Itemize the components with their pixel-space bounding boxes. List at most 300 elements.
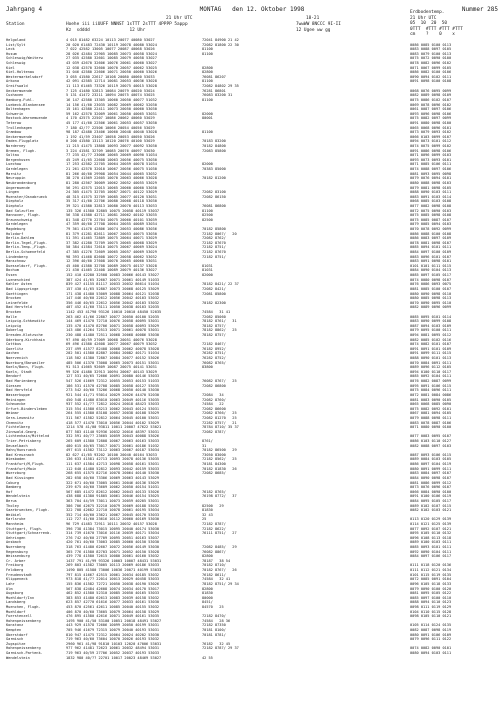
soil-temperatures: 0085 0095 0101 0114 (410, 314, 452, 319)
station-name: Stuttgart/Schnarrenb. (6, 531, 52, 536)
obs-group-b: 70181 8100/ (202, 628, 226, 632)
obs-group-a: 21 261 42570 32010 10067 20056 40075 51030 (66, 167, 157, 172)
station-name: Zinnwald-Georg. (6, 429, 39, 434)
obs-group-a: 276 742 40/60 27709 10095 20051 40163 53037 (66, 535, 160, 540)
obs-group-b: 81031 (202, 268, 213, 273)
soil-temperatures: 0094 0081 0095 0112 (410, 333, 452, 337)
soil-temperatures: 0070 0078 0092 0099 (410, 226, 452, 231)
station-name: Karlsruhe (6, 517, 26, 522)
soil-temperatures: 0077 0082 0098 0108 (410, 203, 452, 208)
station-name: Schmuecke (6, 402, 26, 407)
station-name: Kempten (6, 628, 22, 632)
station-name: Bad Kreuznach (6, 452, 35, 457)
obs-group-a: 623 857 42770 61616 10077 20033 40161 53030 (66, 600, 160, 605)
obs-group-a: 48 315 41575 32709 10085 20077 40120 53031 (66, 194, 157, 199)
date-line (200, 6, 305, 14)
obs-group-b: 70181 8781/ (202, 632, 226, 637)
obs-group-b: 72282 8757/ 21 (202, 420, 237, 425)
soil-temperatures: 0090 0094 0102 0111 (410, 74, 452, 79)
obs-group-b: 82000 (202, 273, 213, 278)
station-name: Bad Marienberg (6, 379, 37, 384)
obs-group-b: 70181 84300 (202, 462, 226, 467)
obs-group-b: 70383 85000 (202, 167, 226, 172)
station-name: Neuruppin (6, 176, 26, 181)
soil-temperatures: 0080 0091 0099 0111 (410, 466, 452, 471)
obs-group-a: 497 615 41582 73112 10063 20067 40187 53034 (66, 448, 160, 453)
station-name: Leipzig (6, 323, 22, 328)
soil-temperatures: 0083 0096 0101 0107 (410, 254, 452, 259)
obs-group-a: 4 170 42575 22507 10086 20062 40060 53029 (66, 116, 155, 121)
soil-temperatures: 0080 0088 0098 0103 (410, 180, 452, 185)
obs-group-a: 79 361 41470 42806 10074 20053 40086 53036 (66, 226, 157, 231)
obs-group-a: 263 462 41/66 22807 10077 20050 40100 52035 (66, 314, 160, 319)
soil-temperatures: 0081 0086 0099 0112 (410, 480, 452, 485)
station-name: Freiburg (6, 563, 24, 568)
obs-group-a: 24 305 41475 32705 10087 20071 40122 53029 (66, 190, 157, 195)
station-name: Cuxhaven (6, 93, 24, 98)
station-name: Husum (6, 51, 17, 56)
obs-group-a: 135 470 41470 82706 10071 20058 40093 53029 (66, 323, 160, 328)
station-name: Weimar (6, 411, 19, 416)
obs-group-b: 72182 8787/ (202, 521, 226, 526)
obs-group-a: 386 706 42675 32210 10079 20069 40188 53032 (66, 503, 160, 508)
obs-group-b: 72182 8622/ (202, 526, 226, 531)
station-name: Halle (6, 314, 17, 319)
soil-temperatures: 0075 0086 0102 0107 (410, 97, 452, 102)
station-name: Meiningen (6, 397, 26, 402)
obs-group-b: 76082 8867/ (202, 549, 226, 554)
obs-group-b: 76111 8751/ 27 (202, 531, 237, 536)
obs-group-b: 70183 83200 (202, 139, 226, 144)
soil-temperatures: 0083 0091 0098 0101 (410, 259, 452, 264)
obs-group-a: 82 627 41/65 93202 10100 20040 40164 53033 (66, 452, 157, 457)
station-name: Goettingen (6, 291, 28, 296)
station-name: Bad Hersfeld (6, 305, 32, 310)
obs-group-a: 567 685 41472 82612 10062 20043 40133 53026 (66, 489, 160, 494)
obs-group-a: 136 633 41581 42713 10093 20078 40136 53035 (66, 457, 160, 462)
station-name: Helgoland (6, 38, 26, 42)
soil-temperatures: 0087 0094 0103 0109 (410, 323, 452, 328)
obs-group-b: 76182 8952/ (202, 346, 226, 351)
soil-temperatures: 0066 0084 0090 0100 (410, 489, 452, 494)
obs-group-b: 78182 8751/ 29 34 (202, 581, 239, 586)
station-name: Bad Lippspringe (6, 286, 39, 291)
station-name: Brocken (6, 296, 22, 301)
soil-temperatures: 0082 0089 0096 0099 (410, 305, 452, 310)
station-name: Koeln, Stadt (6, 369, 32, 374)
obs-group-b: 81830 (202, 591, 213, 596)
station-name: Lindenberg (6, 254, 28, 259)
station-name: Greifswald (6, 84, 28, 89)
obs-group-a: 11 113 61465 73326 10119 20075 40015 53028 (66, 84, 157, 89)
station-name: Dresden-Klotzsche (6, 333, 43, 337)
soil-temperatures: 0104 0110 0115 0128 (410, 609, 452, 614)
station-name: Regensburg (6, 549, 28, 554)
station-name: Noervenich (6, 356, 28, 361)
soil-temperatures: 0098 0111 0119 0129 (410, 604, 452, 609)
soil-temperatures: 0088 0090 0101 0113 (410, 356, 452, 361)
soil-temperatures: 0085 0093 0101 0111 (410, 545, 452, 550)
obs-group-b: 76081 86207 (202, 74, 226, 79)
obs-group-a: 396 738 41384 73015 10095 20040 40174 53030 (66, 526, 160, 531)
obs-group-b: 72082 85060 (202, 314, 226, 319)
obs-group-a: 127 531 40/65 72606 10091 20080 40146 53033 (66, 374, 160, 379)
station-name: Cottbus (6, 342, 22, 347)
station-name: Augsburg (6, 591, 24, 596)
soil-temperatures: 0085 0097 0105 0117 (410, 273, 452, 278)
station-name: Erfurt-Bindersleben (6, 406, 48, 411)
station-name: Wendelstein (6, 494, 30, 499)
obs-group-a: 38 270 41569 22605 10070 20063 40066 53028 (66, 176, 157, 181)
obs-group-a: 7 125 41480 52813 10084 20079 40020 53024 (66, 88, 155, 93)
station-name: Rostock-Warnemuende (6, 116, 48, 121)
obs-group-a: 45 249 41/65 22608 10063 20056 40075 53030 (66, 157, 157, 162)
station-name: Wiesbaden (6, 457, 26, 462)
soil-temperatures: 0061 0087 0097 0106 (410, 107, 452, 112)
soil-temperatures: 0072 0085 0091 0104 (410, 577, 452, 582)
obs-group-a: 383 853 41480 62613 10083 20039 40158 53032 (66, 595, 160, 600)
soil-temperatures: 0074 0082 0101 0107 (410, 342, 452, 347)
obs-group-a: 264 555 41580 83108 10057 20038 40108 53029 (66, 411, 160, 416)
obs-group-a: 56 291 42575 12015 10065 20060 40060 53030 (66, 185, 157, 190)
obs-group-a: 45 177 41/60 22506 10061 20053 40057 53030 (66, 120, 157, 125)
station-name: Grambow (6, 130, 22, 135)
soil-temperatures: 0085 0094 0101 0111 (410, 245, 452, 250)
obs-code-heading: Hoehe iii iiUUFF NNNST 1sTTT 2sTTT 4PPPP 5appp (66, 22, 188, 27)
obs-group-b: 72082 8766/ 25 (202, 411, 237, 416)
station-name: Nuerburg/Barweiler (6, 360, 45, 365)
obs-group-a: 365 776 41580 82703 10071 20052 40150 53028 (66, 549, 160, 554)
soil-temperatures: 0065 0068 0096 0101 (410, 125, 452, 130)
obs-group-a: 152 410 42280 32508 10083 20066 40143 53027 (66, 273, 160, 278)
period-heading: 18-21 (306, 16, 320, 21)
station-name: Wasserkuppe (6, 392, 30, 397)
soil-temperatures: 0101 0115 0119 0135 (410, 572, 452, 577)
soil-temperatures: 0096 0105 0118 0133 (410, 581, 452, 586)
obs-group-b: 76282 8752/ (202, 356, 226, 361)
weekday: MONTAG (199, 6, 222, 13)
obs-group-a: 81 379 41281 82611 10067 20053 40075 53030 (66, 231, 157, 236)
obs-group-b: 82500 (202, 217, 213, 222)
obs-group-b: 70182 82300 (202, 300, 226, 305)
obs-group-b: 70182 81200 (202, 176, 226, 181)
soil-temperatures: 0084 0097 0106 0117 (410, 554, 452, 559)
obs-group-b: 72182 8751/ (202, 245, 226, 250)
station-name: Landsberg (6, 600, 26, 605)
soil-temperatures: 0075 0072 0090 0100 (410, 56, 452, 61)
obs-group-a: 485 506 41370 73008 10065 20073 40151 53031 (66, 360, 160, 365)
obs-group-b: 76081 86800 (202, 203, 226, 208)
obs-group-b: 78182 8757/ (202, 323, 226, 328)
obs-group-b: 80001 (202, 116, 213, 121)
station-name: Freudenstadt (6, 572, 32, 577)
obs-group-a: 59 162 42570 32009 10061 20050 40065 53031 (66, 111, 157, 116)
station-name: Ansbach (6, 540, 22, 545)
soil-temperatures: 0081 0083 0090 0105 (410, 397, 452, 402)
station-name: Lingen (6, 190, 19, 195)
obs-group-b: 74584 28 36 (202, 618, 231, 623)
soil-temperatures: 0077 0092 0107 0121 (410, 526, 452, 531)
obs-group-a: 39 321 41580 32813 10080 20070 40113 53033 (66, 203, 157, 208)
soil-temperatures: 0080 0085 0098 0113 (410, 296, 452, 301)
obs-time-heading: 21 Uhr UTC (166, 16, 193, 21)
obs-group-a: 47 359 40/60 27708 10064 20055 40089 53034 (66, 222, 157, 227)
station-name: Goerlitz (6, 346, 24, 351)
soil-temperatures: 0089 0100 0103 0111 (410, 540, 452, 545)
soil-temperatures: 0111 0112 0121 0134 (410, 568, 452, 573)
station-name: Hannover, Flugh. (6, 213, 41, 218)
obs-group-a: 155 836 41582 72721 10050 20038 40190 53026 (66, 581, 160, 586)
soil-temperatures: 0071 0080 0090 0100 (410, 425, 452, 430)
obs-group-b: 70182 81830 26 (202, 466, 237, 471)
station-row (6, 656, 498, 661)
obs-group-b: 72081 85800 (202, 291, 226, 296)
station-name: Deuselbach (6, 443, 28, 448)
soil-temperatures: 0072 0075 0090 0103 (410, 208, 452, 213)
station-name: Hof (6, 489, 13, 494)
obs-group-a: 35 317 41/60 22706 10080 20068 40118 53030 (66, 199, 157, 204)
soil-temperatures: 0089 0096 0112 0105 (410, 365, 452, 370)
station-name: Duesseldorf, Flugh. (6, 263, 48, 268)
obs-group-b: 72082 8760/ (202, 397, 226, 402)
station-name: Konstanz (6, 623, 24, 628)
station-table (6, 38, 498, 660)
obs-group-b: 80000 (202, 595, 213, 600)
obs-group-a: 567 838 42484 42608 10074 20034 40170 53017 (66, 586, 160, 591)
soil-temp-heading: Erdbodentemp. (410, 10, 445, 15)
obs-group-a: 51 391 41465 72809 10075 20064 40071 53029 (66, 236, 157, 241)
soil-temperatures: 0113 0120 0129 0139 (410, 517, 452, 522)
soil-temperatures: 0082 0085 0102 0116 (410, 337, 452, 342)
obs-group-b: 32 43 (202, 512, 213, 517)
obs-group-b: 72041 84900 21 42 (202, 38, 239, 42)
obs-group-a: 98 393 41468 82608 10072 20058 40062 53032 (66, 254, 157, 259)
soil-temperatures: 0084 0090 0104 0113 (410, 268, 452, 273)
station-name: Westermarkelsdorf (6, 74, 43, 79)
soil-temperatures: 0086 0088 0100 0108 (410, 231, 452, 236)
soil-temperatures: 0093 0073 0093 0101 (410, 157, 452, 162)
soil-temperatures: 0072 0081 0084 0086 (410, 392, 452, 397)
soil-temperatures: 0078 0082 0096 0102 (410, 61, 452, 66)
obs-group-b: 81031 (202, 263, 213, 268)
soil-temp-time: 21 Uhr UTC (410, 15, 437, 21)
station-name: Bochum (6, 268, 19, 273)
station-name: Muehldorf (6, 609, 26, 614)
obs-group-b: 83800 (202, 365, 213, 370)
station-name: Coburg (6, 480, 19, 485)
obs-group-b: 78182 8421/ 22 37 (202, 282, 239, 287)
soil-temperatures: 0091 0080 0098 0100 (410, 120, 452, 125)
obs-group-a: 265 609 41580 72808 10067 20063 40163 53033 (66, 439, 160, 444)
obs-group-a: 1832 980 40/?? 22701 10017 20023 48469 53027 (66, 655, 162, 660)
obs-group-b: 70182 8710/ (202, 563, 226, 568)
soil-temperatures: 0095 0105 0110 0132 (410, 531, 452, 536)
soil-temperatures: 0083 0078 0087 0106 (410, 420, 452, 425)
obs-group-a: 269 803 41582 73005 10113 20069 40186 53033 (66, 563, 160, 568)
obs-group-a: 3 055 41580 22617 10108 20080 40060 53033 (66, 74, 155, 79)
station-name: Gardelegen (6, 167, 28, 172)
obs-group-a: 21 430 41465 22408 10089 20079 40136 53027 (66, 268, 157, 273)
obs-group-a: 96 729 41483 72911 10111 20032 40157 53028 (66, 521, 157, 526)
soil-temperatures: 0082 0088 0097 0103 (410, 443, 452, 448)
soil-temperatures: 0091 0099 0111 0115 (410, 351, 452, 356)
soil-temperatures: 0096 0108 0113 0118 (410, 535, 452, 540)
station-name: Wuerzburg (6, 471, 26, 476)
obs-group-b: 74584 31 41 (202, 309, 231, 314)
obs-group-a: 407 452 41/60 73111 10050 20038 40103 52035 (66, 305, 160, 310)
station-name: Oehringen (6, 535, 26, 540)
station-name: Neubrandenburg (6, 180, 37, 185)
obs-group-b: 81100 (202, 130, 213, 135)
station-name: Hohenpeissenberg (6, 618, 41, 623)
station-name: Berlin-Schoenefeld (6, 250, 45, 255)
obs-group-b: 31 (202, 443, 207, 448)
soil-temperatures: 0086 0085 0100 0113 (410, 42, 452, 47)
obs-group-a: 5 131 41472 23211 10094 20075 40074 53025 (66, 93, 155, 98)
obs-code-subheading: Kz sdddd 12 Uhr (66, 28, 146, 33)
soil-temperatures: 0114 0121 0125 0139 (410, 521, 452, 526)
obs-group-a: 977 962 41481 72623 10061 20032 48494 53031 (66, 646, 160, 651)
soil-temp-units: cm ? 0 x (410, 32, 455, 37)
soil-temperatures: 0067 0081 0094 0105 (410, 411, 452, 416)
soil-temperatures: 0075 0085 0087 0107 (410, 217, 452, 222)
station-name: Ueckermuende (6, 88, 32, 93)
soil-temperatures: 0065 0068 0085 0090 (410, 402, 452, 407)
obs-group-a: 45 400 41580 32708 10089 20075 40137 53028 (66, 263, 157, 268)
soil-temperatures: 0068 0076 0095 0099 (410, 88, 452, 93)
soil-temperatures: 0075 0082 0092 0101 (410, 406, 452, 411)
station-name: Berlin-Temp.,Flugh. (6, 245, 48, 250)
soil-temperatures: 0078 0081 0098 0107 (410, 240, 452, 245)
obs-group-b: 72182 8067/ 20 (202, 231, 237, 236)
obs-group-b: 72182 87670 (202, 240, 226, 245)
obs-group-a: 112 640 41480 52812 10093 20042 40159 53033 (66, 466, 160, 471)
obs-group-a: 16 147 42580 13305 10060 20050 40077 51032 (66, 97, 157, 102)
station-name: Kiel (6, 65, 15, 70)
obs-group-b: 76198 8772/ 37 (202, 494, 237, 499)
obs-group-a: 2960 961 41/98 91810 10103 12020 47006 53031 (66, 641, 162, 646)
obs-group-b: 70182 86500 29 (202, 448, 237, 453)
soil-temperatures: 0089 0084 0103 0105 (410, 457, 452, 462)
obs-group-a: 97 490 40/59 27009 10068 20051 40076 53028 (66, 337, 157, 342)
soil-temperatures: 0076 0082 0087 0099 (410, 379, 452, 384)
obs-group-b: 73050 83000 (202, 452, 226, 457)
obs-group-b: 72083 85800 (202, 148, 226, 153)
station-name: Weibiel (6, 512, 22, 517)
obs-group-b: 78182 8761/ 31 (202, 319, 237, 324)
obs-group-a: 91 513 41665 92609 10087 20075 40141 53031 (66, 365, 157, 370)
obs-group-b: 72082 83100 (202, 190, 226, 195)
soil-temperatures: 0094 0100 0110 0117 (410, 369, 452, 374)
obs-group-b: 78182 8757/ (202, 333, 226, 337)
obs-group-a: 43 039 42670 32606 10076 20061 40060 53027 (66, 61, 157, 66)
obs-group-a: 719 963 40/59 27706 10052 20037 40193 53033 (66, 651, 160, 656)
obs-group-a: 268 655 41575 82716 10078 20064 40140 53030 (66, 471, 160, 476)
obs-group-b: 72182 8467/ (202, 342, 226, 347)
obs-group-b: 82800 (202, 70, 213, 75)
obs-group-a: 282 658 40/60 73306 10069 20063 40143 53029 (66, 475, 160, 480)
obs-group-b: 81830 (202, 508, 213, 513)
obs-group-b: 84570 25 (202, 604, 224, 609)
obs-group-b: 72082 8421/ (202, 286, 226, 291)
obs-group-a: 273 542 40/60 73206 10068 20050 40140 53030 (66, 388, 160, 393)
soil-temperatures: 0091 0100 0106 0119 (410, 494, 452, 499)
obs-group-a: 143 486 41264 72513 10071 20061 40078 53031 (66, 328, 160, 333)
soil-temperatures: 0074 0080 0098 0107 (410, 277, 452, 282)
soil-temperatures: 0071 0096 0099 0103 (410, 153, 452, 158)
station-name: Teterow (6, 120, 22, 125)
obs-group-b: 72182 87670 (202, 250, 226, 255)
soil-temperatures: 0071 0085 0106 0111 (410, 162, 452, 167)
obs-group-b: 82500 (202, 213, 213, 218)
station-name: Schwerin (6, 111, 24, 116)
soil-temperatures: 0083 0090 0099 0108 (410, 319, 452, 324)
soil-temperatures: 0093 0096 0098 0106 (410, 111, 452, 116)
obs-group-a: 363 704 44/59 73011 10073 20059 40205 53031 (66, 498, 160, 503)
obs-group-a: 810 947 41475 72312 10064 20024 40202 53030 (66, 632, 160, 637)
station-name: Fuerstenzell (6, 614, 32, 619)
station-name: Diepholz (6, 199, 24, 204)
station-name: Bendorf (6, 374, 22, 379)
obs-group-a: 314 739 41670 73016 10116 20039 40171 53034 (66, 531, 160, 536)
obs-group-b: 72082 8762/ (202, 236, 226, 241)
obs-group-b: 76182 8765/ (202, 489, 226, 494)
obs-group-b: 25 (202, 517, 207, 522)
obs-group-b: 72182 8470/ (202, 614, 226, 619)
obs-group-b: 74584 32 41 (202, 577, 231, 582)
obs-group-a: 77 235 42/?? 23006 10065 20069 40090 51034 (66, 153, 157, 158)
station-name: Leck (6, 47, 15, 52)
obs-group-a: 443 929 41578 72606 10099 20050 40199 53031 (66, 623, 160, 628)
station-name: Trollenhagen (6, 125, 32, 130)
soil-temperatures: 0075 0085 0098 0108 (410, 213, 452, 218)
station-name: Berlin-Dahlem (6, 236, 35, 241)
obs-group-a: 453 870 42561 42611 10085 20040 40155 53032 (66, 604, 160, 609)
obs-group-a: 0 200 41580 13113 10120 20076 40100 53029 (66, 139, 155, 144)
obs-group-a: 14 156 41/60 23035 10082 20069 40062 52030 (66, 102, 157, 107)
station-name: Leinefelde (6, 300, 28, 305)
obs-group-b: 82800 (202, 586, 213, 591)
date: den 12. Oktober 1998 (232, 6, 305, 13)
station-name: Ueckermuende (6, 134, 32, 139)
station-name: Gardelegen (6, 222, 28, 227)
obs-group-b: 72082 8685/ (202, 471, 226, 476)
station-name: Luebeck-Blankensee (6, 102, 45, 107)
obs-group-b: 72182 8787/ 29 37 (202, 646, 239, 651)
station-name: Bad Hersfeld (6, 388, 32, 393)
soil-temperatures: 0079 0096 0111 0122 (410, 637, 452, 642)
soil-temperatures: 0074 0088 0097 0106 (410, 167, 452, 172)
obs-group-b: 72082 86150 (202, 194, 226, 199)
obs-group-b: 72182 87350 (202, 623, 226, 628)
soil-temperatures: 0066 0103 0099 0107 (410, 134, 452, 139)
soil-temperatures: 0079 0081 0098 0105 (410, 185, 452, 190)
station-name: Mannheim (6, 521, 24, 526)
soil-temperatures: 0105 0114 0124 0135 (410, 623, 452, 628)
obs-group-b: 8451/ (202, 600, 213, 605)
obs-group-b: 72082 84802 29 35 (202, 84, 239, 89)
obs-group-b: 72084 34 (202, 392, 224, 397)
obs-group-b: 72082 86600 (202, 406, 226, 411)
obs-group-a: 3 224 41581 32709 10085 20076 40097 53030 (66, 148, 155, 153)
station-name: Feldberg (6, 568, 24, 573)
obs-group-a: 1 192 41/59 23407 10058 20053 40050 53026 (66, 134, 155, 139)
obs-group-b: 81100 (202, 79, 213, 84)
obs-group-b: 70182 8767/ 26 (202, 568, 237, 573)
station-name: Fichtelberg (6, 425, 30, 430)
obs-group-a: 56 338 41580 42711 10081 20062 40102 53035 (66, 213, 157, 218)
station-name: Kahler Asten (6, 282, 32, 287)
